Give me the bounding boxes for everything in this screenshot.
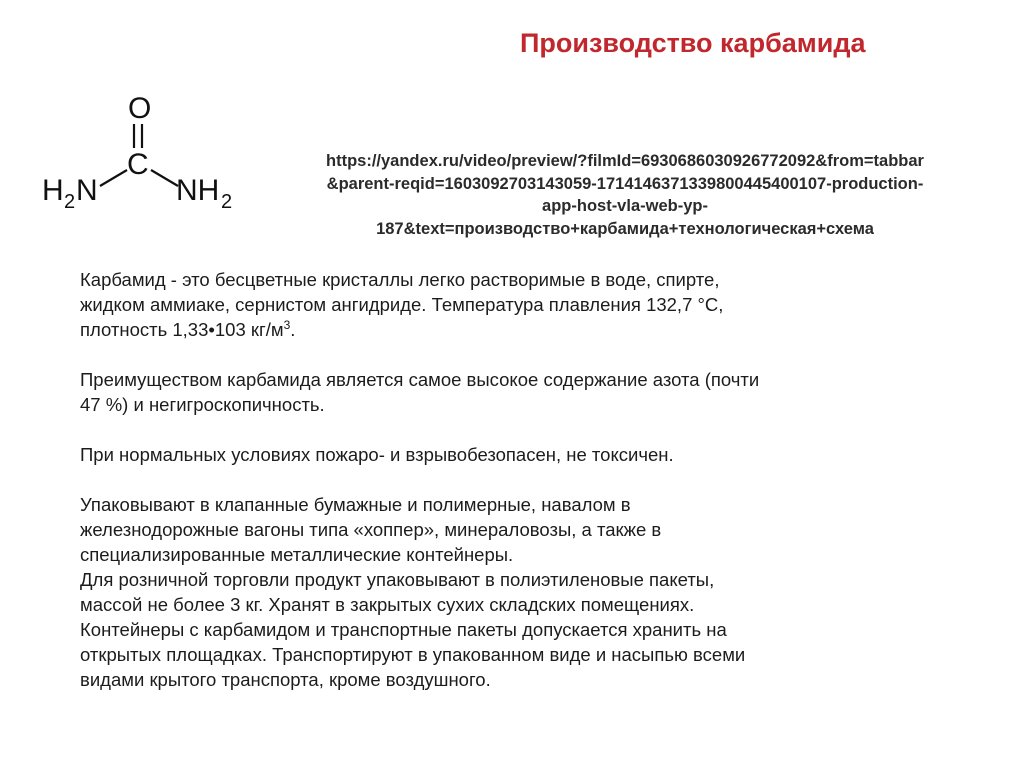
density-exponent: 3 xyxy=(283,317,291,332)
paragraph-properties xyxy=(80,267,980,342)
bond-c-n-left xyxy=(100,170,127,186)
text-line: специализированные металлические контейнеры. xyxy=(80,544,514,565)
text-line: Для розничной торговли продукт упаковывают в полиэтиленовые пакеты, xyxy=(80,569,715,590)
left-amine-h: H xyxy=(42,174,64,207)
carbon-atom-label: C xyxy=(127,148,149,181)
left-amine-subscript: 2 xyxy=(64,191,76,213)
text-line: 47 %) и негигроскопичность. xyxy=(80,394,325,415)
text-line: видами крытого транспорта, кроме воздушного. xyxy=(80,669,491,690)
paragraph-packaging xyxy=(80,492,980,692)
text-line: открытых площадках. Транспортируют в упакованном виде и насыпью всеми xyxy=(80,644,746,665)
right-amine-subscript: 2 xyxy=(221,191,233,213)
source-url[interactable] xyxy=(250,150,1000,240)
source-url-line[interactable]: app-host-vla-web-yp- xyxy=(542,197,708,215)
urea-structure-diagram xyxy=(38,90,248,220)
density-text: плотность 1,33•103 кг/м xyxy=(80,319,284,340)
source-url-line[interactable]: &parent-reqid=1603092703143059-1714146371339800445400107-production- xyxy=(326,174,924,193)
right-amine-nh: NH xyxy=(176,174,220,207)
text-line: железнодорожные вагоны типа «хоппер», минераловозы, а также в xyxy=(80,519,662,540)
text-line: массой не более 3 кг. Хранят в закрытых сухих складских помещениях. xyxy=(80,594,695,615)
text-line-density xyxy=(80,317,980,342)
oxygen-atom-label: O xyxy=(128,92,152,125)
source-url-line[interactable]: 187&text=производство+карбамида+технологическая+схема xyxy=(376,219,874,238)
paragraph-advantages xyxy=(80,367,980,417)
source-url-line[interactable]: https://yandex.ru/video/preview/?filmId=6930686030926772092&from=tabbar xyxy=(326,152,924,170)
text-line: Карбамид - это бесцветные кристаллы легко растворимые в воде, спирте, xyxy=(80,269,720,290)
body-text xyxy=(80,267,980,692)
text-line: При нормальных условиях пожаро- и взрывобезопасен, не токсичен. xyxy=(80,444,674,465)
bond-c-n-right xyxy=(151,170,178,186)
left-amine-n: N xyxy=(76,174,98,207)
text-line: Контейнеры с карбамидом и транспортные пакеты допускается хранить на xyxy=(80,619,727,640)
density-period: . xyxy=(290,319,296,340)
text-line: Упаковывают в клапанные бумажные и полимерные, навалом в xyxy=(80,494,631,515)
slide-title: Производство карбамида xyxy=(520,28,866,58)
paragraph-safety xyxy=(80,442,980,467)
text-line: Преимуществом карбамида является самое высокое содержание азота (почти xyxy=(80,369,760,390)
text-line: жидком аммиаке, сернистом ангидриде. Температура плавления 132,7 °С, xyxy=(80,294,724,315)
